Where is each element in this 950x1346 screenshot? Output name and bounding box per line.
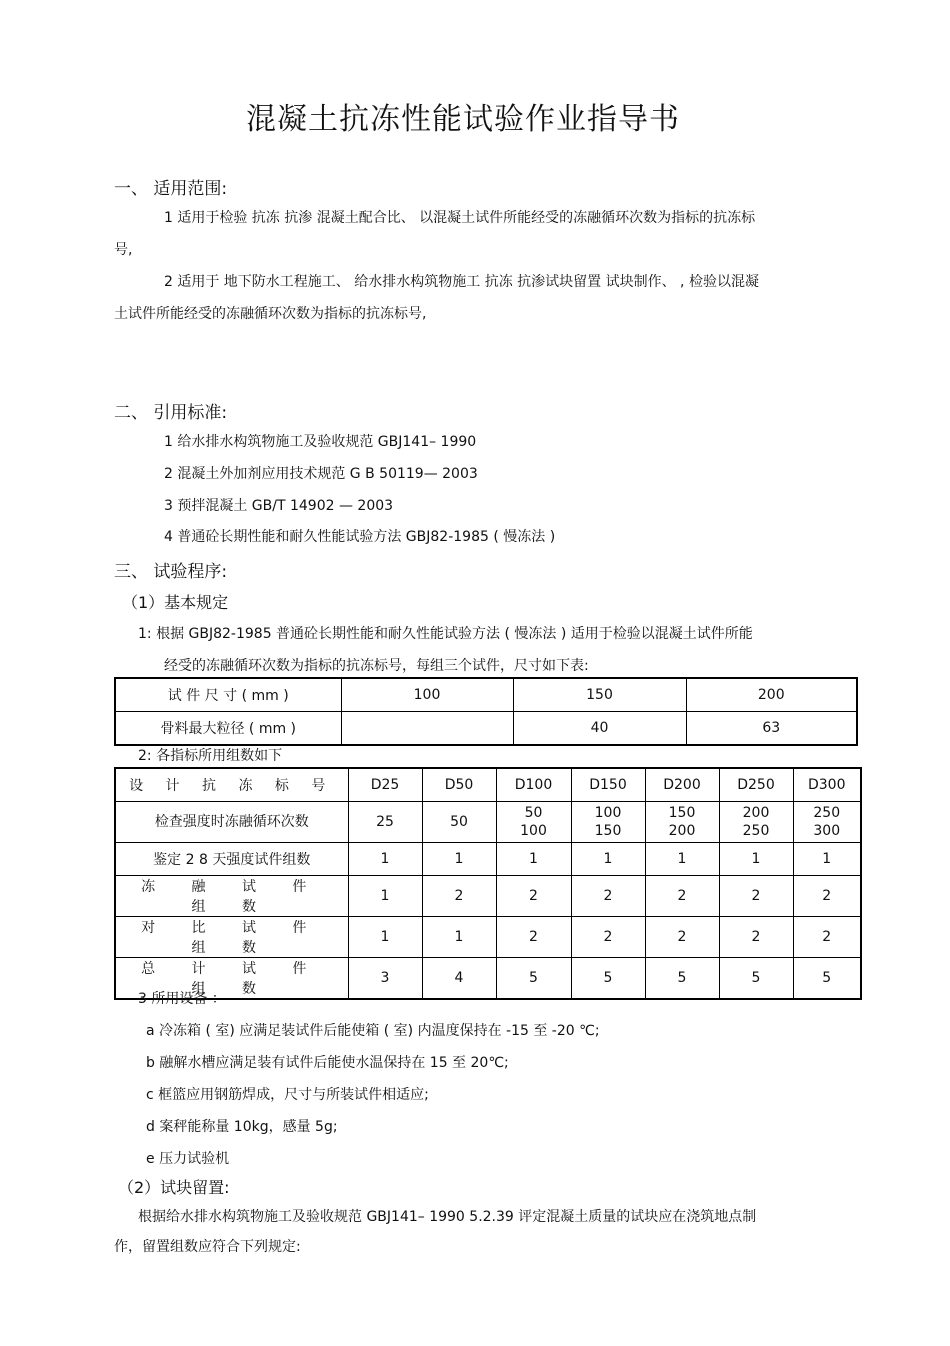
- table-cell: [422, 802, 496, 843]
- table-header-cell: D250: [719, 768, 793, 802]
- table-header-cell: D25: [348, 768, 422, 802]
- table-row: [115, 917, 861, 958]
- table-cell: [571, 802, 645, 843]
- cell-value: 250: [742, 823, 770, 839]
- cell-value: 200: [668, 823, 696, 839]
- table-cell: 2: [793, 917, 861, 958]
- equipment-item: b 融解水槽应满足装有试件后能使水温保持在 15 至 20℃;: [146, 1055, 509, 1071]
- standard-item: 1 给水排水构筑物施工及验收规范 GBJ141– 1990: [164, 434, 477, 450]
- table-cell: 2: [645, 876, 719, 917]
- equipment-item: d 案秤能称量 10kg，感量 5g;: [146, 1119, 338, 1135]
- table-cell: [496, 802, 571, 843]
- rule-2: 2: 各指标所用组数如下: [138, 748, 283, 764]
- section-heading-scope: 一、 适用范围:: [114, 179, 228, 199]
- table-cell: 2: [496, 876, 571, 917]
- table-cell: 冻 融 试 件 组 数: [115, 876, 348, 917]
- standard-item: 3 预拌混凝土 GB/T 14902 — 2003: [164, 498, 394, 514]
- scope-item-1-line1: 1 适用于检验 抗冻 抗渗 混凝土配合比、 以混凝土试件所能经受的冻融循环次数为指标的抗冻标: [164, 210, 756, 226]
- specimen-size-table: [114, 677, 858, 746]
- rule-1-line1: 1: 根据 GBJ82-1985 普通砼长期性能和耐久性能试验方法 ( 慢冻法 ) 适用于检验以混凝土试件所能: [138, 626, 753, 642]
- retention-paragraph-line2: 作，留置组数应符合下列规定:: [114, 1239, 301, 1255]
- cell-value: 25: [376, 814, 394, 830]
- scope-item-2-line1: 2 适用于 地下防水工程施工、 给水排水构筑物施工 抗冻 抗渗试块留置 试块制作、 , 检验以混凝: [164, 274, 759, 290]
- table-row: [115, 958, 861, 1000]
- equipment-item: e 压力试验机: [146, 1151, 230, 1167]
- table-cell: 1: [422, 843, 496, 876]
- rule-3: 3 所用设备 ：: [138, 991, 226, 1007]
- equipment-item: c 框篮应用钢筋焊成，尺寸与所装试件相适应;: [146, 1087, 429, 1103]
- retention-paragraph-line1: 根据给水排水构筑物施工及验收规范 GBJ141– 1990 5.2.39 评定混凝土质量的试块应在浇筑地点制: [138, 1209, 757, 1225]
- table-cell: 2: [793, 876, 861, 917]
- table-row: [115, 802, 861, 843]
- table-cell: 2: [645, 917, 719, 958]
- table-cell: 2: [719, 917, 793, 958]
- table-cell: 总 计 试 件 组 数: [115, 958, 348, 1000]
- standard-item: 4 普通砼长期性能和耐久性能试验方法 GBJ82-1985 ( 慢冻法 ): [164, 529, 556, 545]
- table-header-cell: D150: [571, 768, 645, 802]
- table-cell: 5: [496, 958, 571, 1000]
- table-cell: 2: [571, 917, 645, 958]
- table-cell: 2: [422, 876, 496, 917]
- cell-value: 300: [813, 823, 841, 839]
- table-cell: 1: [719, 843, 793, 876]
- cell-value: 50: [524, 805, 543, 821]
- table-cell: 1: [422, 917, 496, 958]
- equipment-item: a 冷冻箱 ( 室) 应满足装试件后能使箱 ( 室) 内温度保持在 -15 至 -20 ℃;: [146, 1023, 600, 1039]
- table-header-row: [115, 768, 861, 802]
- table-cell: 5: [793, 958, 861, 1000]
- table-cell: [645, 802, 719, 843]
- table-cell: 5: [719, 958, 793, 1000]
- cell-value: 50: [450, 814, 468, 830]
- table-cell: 200: [686, 678, 857, 712]
- cell-value: 100: [594, 805, 622, 821]
- table-cell: [341, 712, 513, 746]
- table-cell: 试 件 尺 寸 ( mm ): [115, 678, 341, 712]
- table-cell: 3: [348, 958, 422, 1000]
- table-cell: 63: [686, 712, 857, 746]
- table-header-cell: 设 计 抗 冻 标 号: [115, 768, 348, 802]
- table-header-cell: D300: [793, 768, 861, 802]
- table-cell: 1: [348, 917, 422, 958]
- table-cell: [348, 802, 422, 843]
- table-cell: 150: [513, 678, 686, 712]
- table-cell: 1: [348, 876, 422, 917]
- cell-value: 250: [813, 805, 841, 821]
- table-row: [115, 678, 857, 712]
- table-cell: 5: [571, 958, 645, 1000]
- table-cell: 1: [571, 843, 645, 876]
- cell-value: 150: [594, 823, 622, 839]
- page-title: 混凝土抗冻性能试验作业指导书: [246, 102, 680, 137]
- table-cell: 2: [719, 876, 793, 917]
- rule-1-line2: 经受的冻融循环次数为指标的抗冻标号，每组三个试件，尺寸如下表:: [164, 658, 589, 674]
- table-cell: [719, 802, 793, 843]
- table-cell: 1: [793, 843, 861, 876]
- table-cell: 鉴定 2 8 天强度试件组数: [115, 843, 348, 876]
- table-cell: 40: [513, 712, 686, 746]
- cell-value: 150: [668, 805, 696, 821]
- table-cell: 2: [496, 917, 571, 958]
- section-heading-standards: 二、 引用标准:: [114, 403, 228, 423]
- standard-item: 2 混凝土外加剂应用技术规范 G B 50119— 2003: [164, 466, 478, 482]
- scope-item-1-line2: 号,: [114, 242, 133, 258]
- table-row: [115, 876, 861, 917]
- table-cell: 1: [348, 843, 422, 876]
- section-heading-procedure: 三、 试验程序:: [114, 562, 228, 582]
- group-count-table: [114, 767, 862, 1000]
- table-cell: 骨料最大粒径 ( mm ): [115, 712, 341, 746]
- table-cell: 1: [645, 843, 719, 876]
- table-header-cell: D100: [496, 768, 571, 802]
- table-cell: 5: [645, 958, 719, 1000]
- table-cell: 2: [571, 876, 645, 917]
- table-cell: 100: [341, 678, 513, 712]
- cell-value: 200: [742, 805, 770, 821]
- table-cell: 4: [422, 958, 496, 1000]
- scope-item-2-line2: 土试件所能经受的冻融循环次数为指标的抗冻标号,: [114, 306, 427, 322]
- cell-value: 100: [520, 823, 547, 839]
- subsection-basic-rules: （1）基本规定: [122, 593, 229, 612]
- table-header-cell: D200: [645, 768, 719, 802]
- table-cell: [793, 802, 861, 843]
- subsection-specimen-retention: （2）试块留置:: [118, 1178, 230, 1197]
- table-row: [115, 843, 861, 876]
- table-cell: 对 比 试 件 组 数: [115, 917, 348, 958]
- table-header-cell: D50: [422, 768, 496, 802]
- table-cell: 1: [496, 843, 571, 876]
- table-row: [115, 712, 857, 746]
- table-cell: 检查强度时冻融循环次数: [115, 802, 348, 843]
